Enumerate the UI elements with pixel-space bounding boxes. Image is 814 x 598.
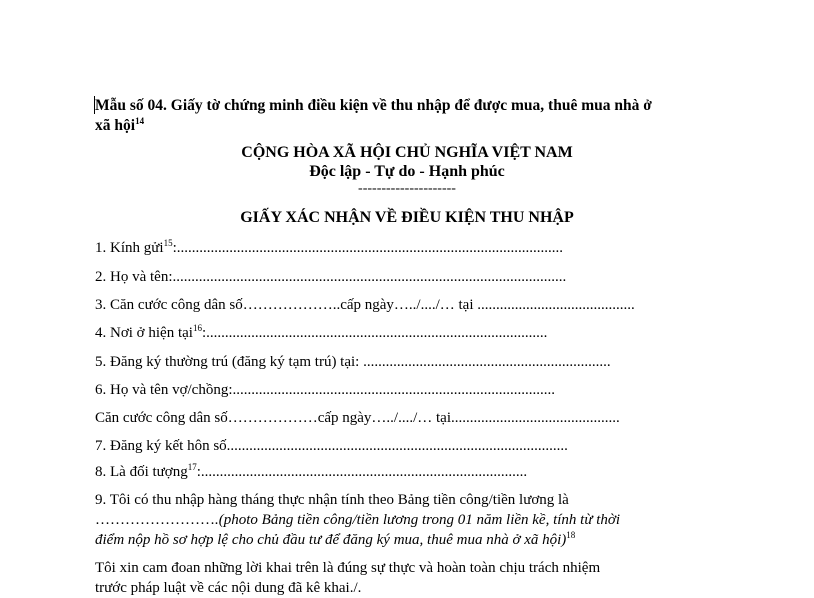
field-residence-dots: :...........................................................................................: [201, 325, 548, 341]
form-title-continued: [95, 116, 144, 136]
field-income-note-cont: điểm nộp hồ sơ hợp lệ cho chủ đầu tư để đăng ký mua, thuê mua nhà ở xã hội): [95, 532, 567, 548]
field-beneficiary-dots: :.......................................................................................: [196, 464, 528, 480]
field-beneficiary-label: 8. Là đối tượng: [95, 464, 188, 480]
country-name: CỘNG HÒA XÃ HỘI CHỦ NGHĨA VIỆT NAM: [241, 144, 573, 161]
field-income-line3: [95, 530, 575, 550]
footnote-ref: 15: [163, 238, 173, 248]
field-current-residence: [95, 323, 547, 343]
field-marriage-registration: 7. Đăng ký kết hôn số...........................................................................................: [95, 438, 568, 454]
footnote-ref: 17: [187, 462, 197, 472]
field-recipient-label: 1. Kính gửi: [95, 240, 164, 256]
field-spouse-id-card: Căn cước công dân số………………cấp ngày…../..../… tại.............................................: [95, 410, 620, 426]
field-income-line1: 9. Tôi có thu nhập hàng tháng thực nhận tính theo Bảng tiền công/tiền lương là: [95, 492, 569, 508]
field-income-note: .(photo Bảng tiền công/tiền lương trong 01 năm liền kề, tính từ thời: [215, 512, 621, 528]
form-title-text: Mẫu số 04. Giấy tờ chứng minh điều kiện về thu nhập để được mua, thuê mua nhà ở: [95, 97, 652, 114]
field-recipient-dots: :.......................................................................................................: [172, 240, 563, 256]
doc-title: GIẤY XÁC NHẬN VỀ ĐIỀU KIỆN THU NHẬP: [240, 209, 574, 226]
national-motto: Độc lập - Tự do - Hạnh phúc: [309, 163, 505, 180]
declaration-line1: Tôi xin cam đoan những lời khai trên là đúng sự thực và hoàn toàn chịu trách nhiệm: [95, 560, 601, 576]
footnote-ref: 14: [135, 115, 145, 126]
footnote-ref: 18: [566, 530, 576, 540]
field-permanent-residence: 5. Đăng ký thường trú (đăng ký tạm trú) tại: ..................................................................: [95, 354, 611, 370]
field-income-dots: ……………………: [95, 512, 215, 528]
motto-divider: ---------------------: [358, 181, 456, 196]
field-spouse-name: 6. Họ và tên vợ/chồng:......................................................................................: [95, 382, 555, 398]
declaration-line2: trước pháp luật về các nội dung đã kê khai./.: [95, 580, 362, 596]
field-recipient: [95, 238, 563, 258]
field-residence-label: 4. Nơi ở hiện tại: [95, 325, 193, 341]
field-income-line2: [95, 510, 620, 530]
form-title: [95, 96, 652, 116]
field-id-card: 3. Căn cước công dân số………………..cấp ngày…../..../… tại ..........................................: [95, 297, 635, 313]
field-beneficiary-type: [95, 462, 527, 482]
form-title-cont-text: xã hội: [95, 117, 136, 134]
field-full-name: 2. Họ và tên:.........................................................................................................: [95, 269, 567, 285]
footnote-ref: 16: [192, 323, 202, 333]
